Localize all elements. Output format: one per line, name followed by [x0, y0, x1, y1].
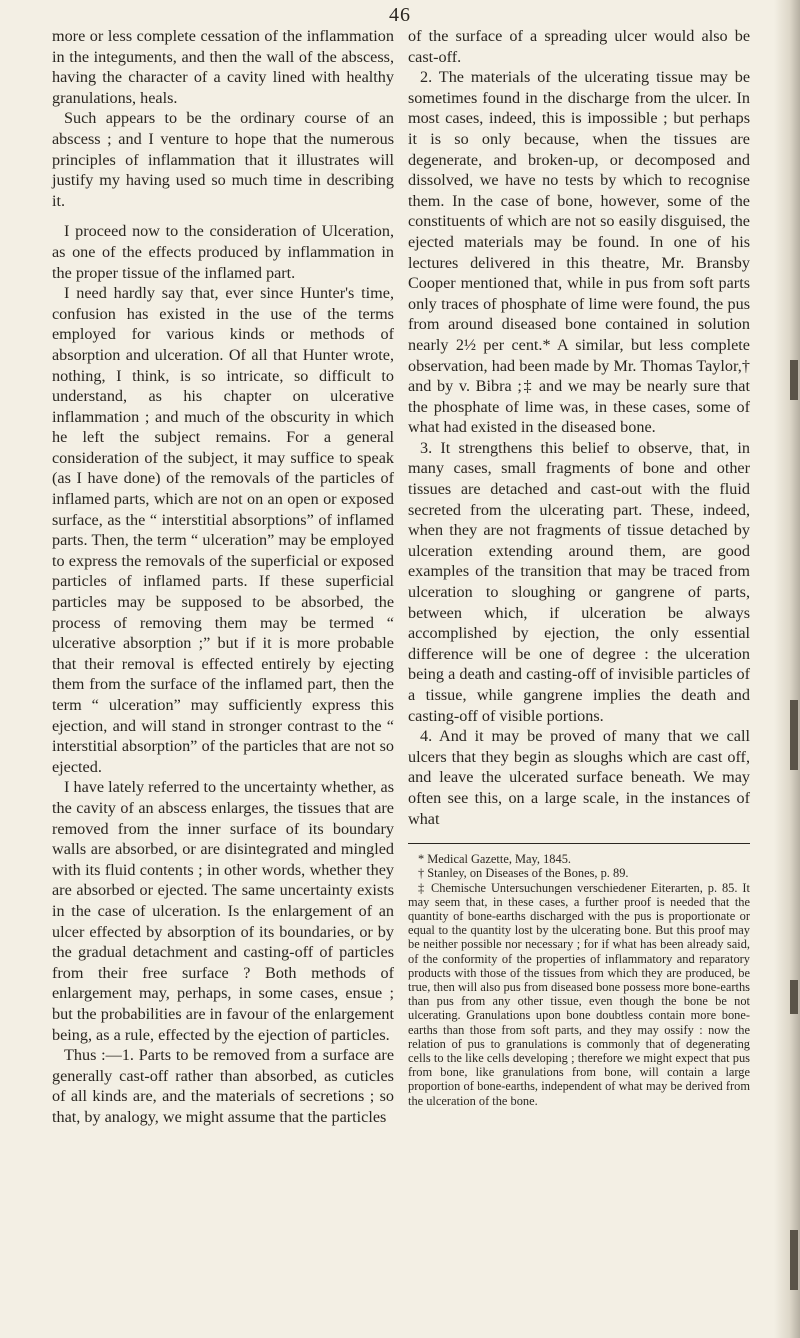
paragraph: more or less complete cessation of the inflammation in the integuments, and then the wall of the abscess, having the character of a cavity lined with healthy granulations, heals. — [52, 27, 394, 107]
paragraph: Such appears to be the ordinary course of an abscess ; and I venture to hope that the numerous principles of inflammation that it illustrates will justify my having used so much time in describing it. — [52, 109, 394, 210]
paragraph: 2. The materials of the ulcerating tissue may be sometimes found in the discharge from the ulcer. In most cases, indeed, this is impossible ; but perhaps it is so only because, when the tissues are degenerate, and broken-up, or decomposed and dissolved, we have no tests by which to recognise them. In the case of bone, however, some of the constituents of which are not so easily disguised, the ejected materials may be found. In one of his lectures delivered in this theatre, Mr. Bransby Cooper mentioned that, while in pus from soft parts only traces of phosphate of lime were found, the pus from around diseased bone contained in solution nearly 2½ per cent.* A similar, but less complete observation, had been made by Mr. Thomas Taylor,† and by v. Bibra ;‡ and we may be nearly sure that the phosphate of lime was, in these cases, some of what had existed in the diseased bone. — [408, 68, 750, 437]
footnote: † Stanley, on Diseases of the Bones, p. 89. — [418, 866, 629, 881]
page-edge-shadow — [774, 0, 800, 1338]
right-column — [408, 26, 750, 1108]
page-edge-mark — [790, 980, 798, 1014]
paragraph: I have lately referred to the uncertainty whether, as the cavity of an abscess enlarges, the tissues that are removed from the inner surface of its boundary walls are absorbed, or are disintegrated and mingled with its fluid contents ; in other words, whether they are absorbed or ejected. The same uncertainty exists in the case of ulceration. Is the enlargement of an ulcer effected by absorption of its boundaries, or by the gradual detachment and casting-off of particles from their free surface ? Both methods of enlargement may, perhaps, in some cases, ensue ; but the probabilities are in favour of the enlargement being, as a rule, effected by the ejection of particles. — [52, 778, 394, 1044]
page-edge-mark — [790, 700, 798, 770]
paragraph: 4. And it may be proved of many that we call ulcers that they begin as sloughs which are cast off, and leave the ulcerated surface beneath. We may often see this, on a large scale, in the instances of what — [408, 727, 750, 828]
paragraph: 3. It strengthens this belief to observe, that, in many cases, small fragments of bone and other tissues are detached and cast-out with the fluid secreted from the ulcerating part. These, indeed, when they are not fragments of tissue detached by ulceration extending around them, are good examples of the transition that may be traced from ulceration to sloughing or gangrene of parts, between which, if ulceration be always accomplished by ejection, the only essential difference will be one of degree : the ulceration being a death and casting-off of invisible particles of a tissue, while gangrene implies the death and casting-off of visible portions. — [408, 438, 750, 725]
page-number: 46 — [389, 4, 411, 26]
footnote: * Medical Gazette, May, 1845. — [418, 852, 571, 867]
page-edge-mark — [790, 360, 798, 400]
footnote-divider — [408, 843, 750, 844]
footnotes — [408, 852, 750, 1108]
paragraph: Thus :—1. Parts to be removed from a surface are generally cast-off rather than absorbed, as cuticles of all kinds are, and the materials of secretions ; so that, by analogy, we might assume that the particles — [52, 1046, 394, 1126]
paragraph: I need hardly say that, ever since Hunter's time, confusion has existed in the use of the terms employed for various kinds or methods of absorption and ulceration. Of all that Hunter wrote, nothing, I think, is so intricate, so difficult to understand, as his chapter on ulcerative inflammation ; and much of the obscurity in which he left the subject remains. For a general consideration of the subject, it may suffice to speak (as I have done) of the removals of the particles of inflamed parts, which are not on an open or exposed surface, as the “ interstitial absorptions” of inflamed parts. Then, the term “ ulceration” may be employed to express the removals of the superficial or exposed particles of inflamed parts. If these superficial particles may be supposed to be absorbed, the process of removing them may be termed “ ulcerative absorption ;” but if it is more probable that their removal is effected entirely by ejecting them from the surface of the inflamed part, then the term “ ulceration” may sufficiently express this ejection, and will stand in stronger contrast to the “ interstitial absorption” of the particles that are not so ejected. — [52, 284, 394, 776]
page-edge-mark — [790, 1230, 798, 1290]
paragraph: I proceed now to the consideration of Ulceration, as one of the effects produced by inflammation in the proper tissue of the inflamed part. — [52, 222, 394, 282]
paragraph: of the surface of a spreading ulcer would also be cast-off. — [408, 27, 750, 66]
left-column — [52, 26, 394, 1127]
footnote: ‡ Chemische Untersuchungen verschiedener Eiterarten, p. 85. It may seem that, in these cases, a further proof is needed that the quantity of bone-earths discharged with the pus is proportionate or equal to the quantity lost by the ulcerating bone. But this proof may be neither possible nor necessary ; for if what has been already said, of the conformity of the properties of inflammatory and reparatory products with those of the tissues from which they are produced, be true, then will also pus from diseased bone possess more bone-earths than pus from any other tissue, even though the bone be not ulcerating. Granulations upon bone doubtless contain more bone-earths than those from soft parts, and they may ossify : now the relation of pus to granulations is commonly that of degenerating cells to the like cells developing ; therefore we might expect that pus from bone, like granulations from bone, will contain a large proportion of bone-earths, independent of what may be derived from the ulceration of the bone. — [408, 880, 750, 1108]
